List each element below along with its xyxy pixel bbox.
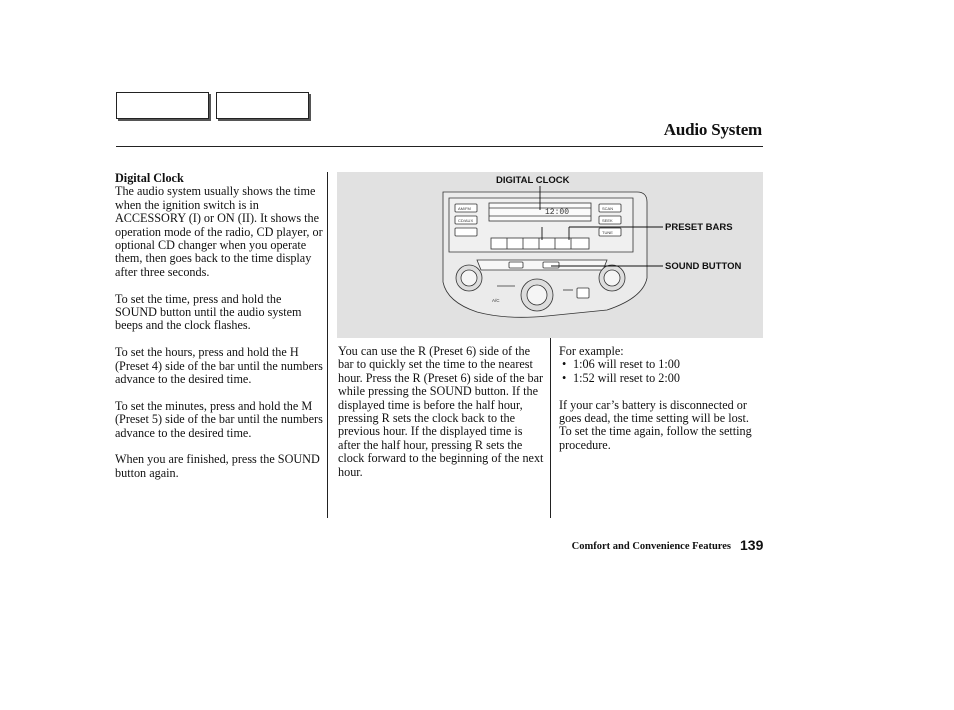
title-divider bbox=[116, 146, 763, 147]
paragraph: To set the minutes, press and hold the M (Preset 5) side of the bar until the numbers advance to the desired time. bbox=[115, 398, 323, 440]
column-left bbox=[115, 172, 323, 494]
panel-label-seek: SEEK bbox=[602, 218, 613, 223]
panel-label-tune: TUNE bbox=[602, 230, 613, 235]
display-clock-readout: 12:00 bbox=[545, 208, 570, 217]
list-item: • 1:52 will reset to 2:00 bbox=[559, 372, 764, 385]
nav-tab-box-2[interactable] bbox=[216, 92, 309, 119]
paragraph: The audio system usually shows the time when the ignition switch is in ACCESSORY (I) or ON (II). It shows the operation mode of the radio, CD player, or optional CD changer when you operate them, then goes back to the time display after three seconds. bbox=[115, 184, 323, 279]
panel-label-ac: A/C bbox=[492, 298, 500, 303]
page-title: Audio System bbox=[663, 120, 762, 139]
column-divider bbox=[327, 172, 328, 518]
page-number: 139 bbox=[740, 537, 764, 553]
column-divider bbox=[550, 338, 551, 518]
callout-sound-button: SOUND BUTTON bbox=[665, 261, 742, 272]
example-intro: For example: bbox=[559, 344, 624, 358]
footer-section-title: Comfort and Convenience Features bbox=[571, 541, 731, 552]
callout-digital-clock: DIGITAL CLOCK bbox=[496, 175, 570, 186]
section-heading: Digital Clock bbox=[115, 171, 184, 185]
audio-panel-figure bbox=[337, 172, 763, 338]
paragraph: If your car’s battery is disconnected or goes dead, the time setting will be lost. To set the time again, follow the setting procedure. bbox=[559, 397, 752, 452]
panel-label-cd: CD/AUX bbox=[458, 218, 474, 223]
column-right bbox=[559, 345, 764, 466]
column-middle bbox=[338, 345, 544, 492]
panel-label-am-fm: AM/FM bbox=[458, 206, 471, 211]
callout-preset-bars: PRESET BARS bbox=[665, 222, 733, 233]
list-item: • 1:06 will reset to 1:00 bbox=[559, 358, 764, 371]
example-list bbox=[559, 358, 764, 385]
paragraph: You can use the R (Preset 6) side of the bar to quickly set the time to the nearest hour. Press the R (Preset 6) side of the bar while pressing the SOUND button. If the displayed time is before the half hour, pressing R sets the clock back to the previous hour. If the displayed time is after the half hour, pressing R sets the clock forward to the beginning of the next hour. bbox=[338, 344, 544, 479]
panel-label-scan: SCAN bbox=[602, 206, 614, 211]
paragraph: To set the hours, press and hold the H (Preset 4) side of the bar until the numbers advance to the desired time. bbox=[115, 345, 323, 387]
nav-tab-box-1[interactable] bbox=[116, 92, 209, 119]
paragraph: To set the time, press and hold the SOUND button until the audio system beeps and the clock flashes. bbox=[115, 291, 302, 333]
paragraph: When you are finished, press the SOUND button again. bbox=[115, 452, 320, 480]
